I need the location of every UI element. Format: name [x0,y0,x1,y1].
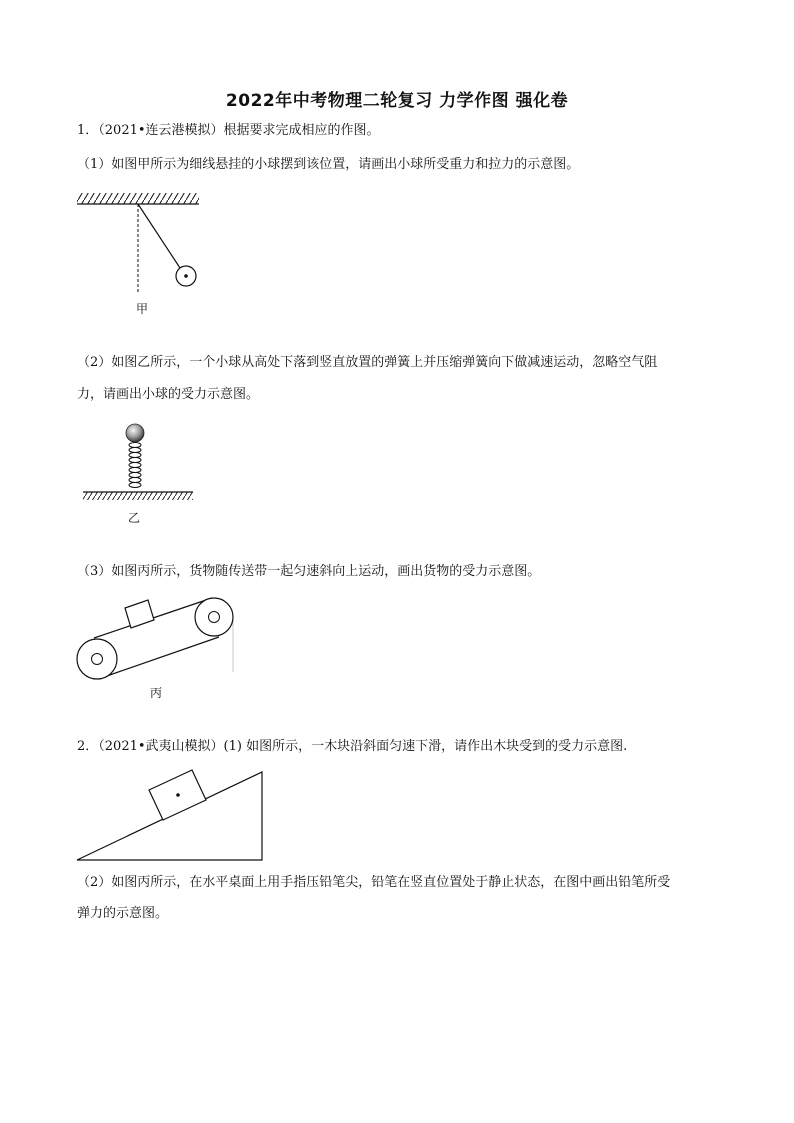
question-2-header: 2．（2021•武夷山模拟）(1) 如图所示，一木块沿斜面匀速下滑，请作出木块受到的受力示意图. [77,739,628,754]
question-1-part-2-line-2: 力，请画出小球的受力示意图。 [77,387,260,402]
question-1-part-2-line-1: （2）如图乙所示，一个小球从高处下落到竖直放置的弹簧上并压缩弹簧向下做减速运动，忽略空气阻 [77,355,658,370]
figure-3-caption: 丙 [150,686,163,700]
figure-2-caption: 乙 [128,511,141,525]
question-1-part-3: （3）如图丙所示，货物随传送带一起匀速斜向上运动，画出货物的受力示意图。 [77,564,541,579]
question-1-part-1: （1）如图甲所示为细线悬挂的小球摆到该位置，请画出小球所受重力和拉力的示意图。 [77,157,580,172]
block-center-dot [176,793,180,797]
figure-1-caption: 甲 [136,302,149,316]
page-title: 2022年中考物理二轮复习 力学作图 强化卷 [225,91,569,111]
question-2-part-2-line-2: 弹力的示意图。 [77,906,169,921]
question-1-header: 1．（2021•连云港模拟）根据要求完成相应的作图。 [77,123,380,138]
question-2-part-2-line-1: （2）如图丙所示，在水平桌面上用手指压铅笔尖，铅笔在竖直位置处于静止状态，在图中画出铅笔所受 [77,875,671,890]
